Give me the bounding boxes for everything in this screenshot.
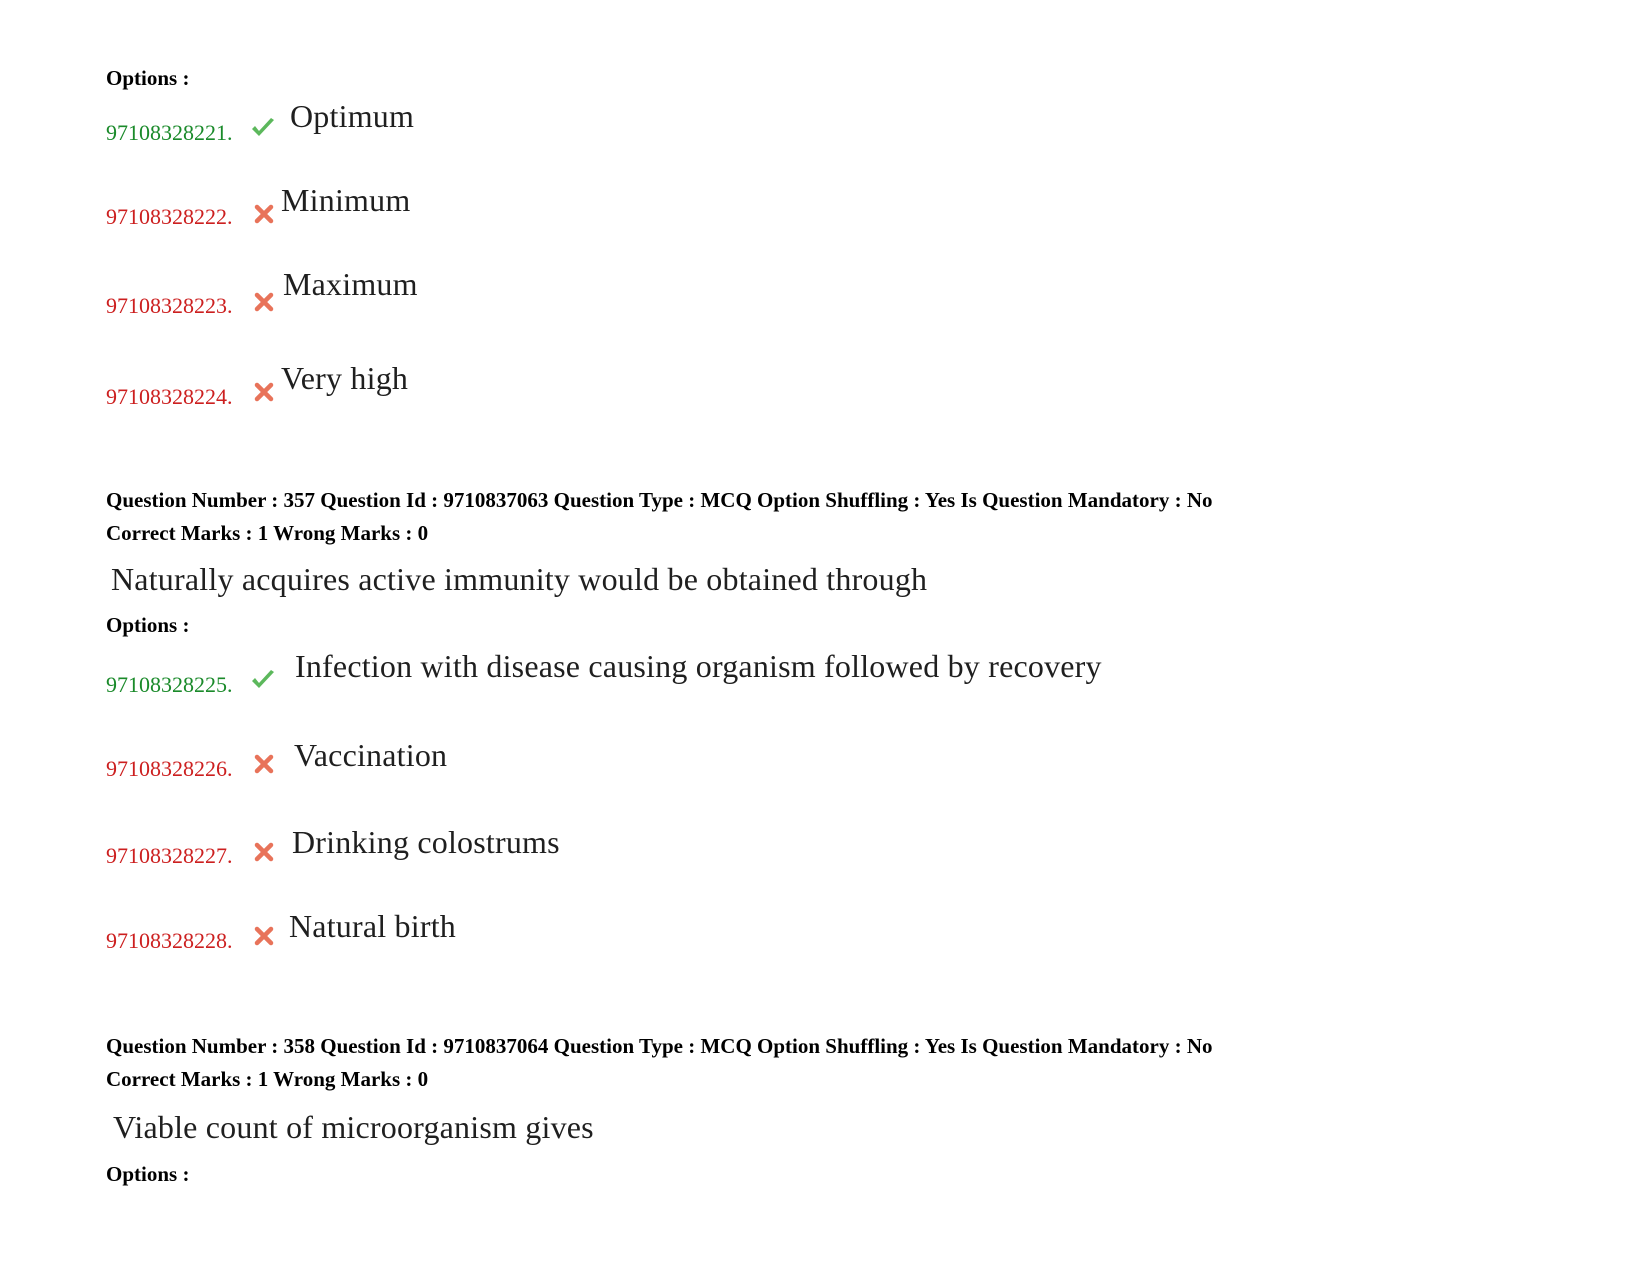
option-id: 97108328226. <box>106 756 233 781</box>
option-id: 97108328221. <box>106 120 233 145</box>
option-id: 97108328223. <box>106 293 233 318</box>
option-text: Maximum <box>283 266 418 302</box>
cross-icon <box>252 840 278 864</box>
options-label: Options : <box>106 613 190 637</box>
option-text: Very high <box>281 360 409 396</box>
option-id: 97108328225. <box>106 672 233 697</box>
cross-icon <box>252 380 278 404</box>
question-marks: Correct Marks : 1 Wrong Marks : 0 <box>106 521 429 545</box>
question-header: Question Number : 357 Question Id : 9710837063 Question Type : MCQ Option Shuffling : Yes Is Question Mandatory : No <box>106 488 1213 512</box>
question-marks: Correct Marks : 1 Wrong Marks : 0 <box>106 1067 429 1091</box>
question-header: Question Number : 358 Question Id : 9710837064 Question Type : MCQ Option Shuffling : Yes Is Question Mandatory : No <box>106 1034 1213 1058</box>
option-id: 97108328224. <box>106 384 233 409</box>
option-id: 97108328227. <box>106 843 233 868</box>
check-icon <box>250 116 276 140</box>
option-text: Minimum <box>281 182 411 218</box>
cross-icon <box>252 202 278 226</box>
option-id: 97108328222. <box>106 204 233 229</box>
option-text: Drinking colostrums <box>292 824 560 860</box>
option-text: Infection with disease causing organism followed by recovery <box>295 648 1102 684</box>
question-text: Naturally acquires active immunity would be obtained through <box>111 561 928 597</box>
option-text: Natural birth <box>289 908 456 944</box>
question-text: Viable count of microorganism gives <box>113 1109 594 1145</box>
option-id: 97108328228. <box>106 928 233 953</box>
check-icon <box>250 668 276 692</box>
cross-icon <box>252 290 278 314</box>
cross-icon <box>252 924 278 948</box>
option-text: Vaccination <box>294 737 448 773</box>
options-label: Options : <box>106 1162 190 1186</box>
option-text: Optimum <box>290 98 415 134</box>
cross-icon <box>252 752 278 776</box>
options-label: Options : <box>106 66 190 90</box>
